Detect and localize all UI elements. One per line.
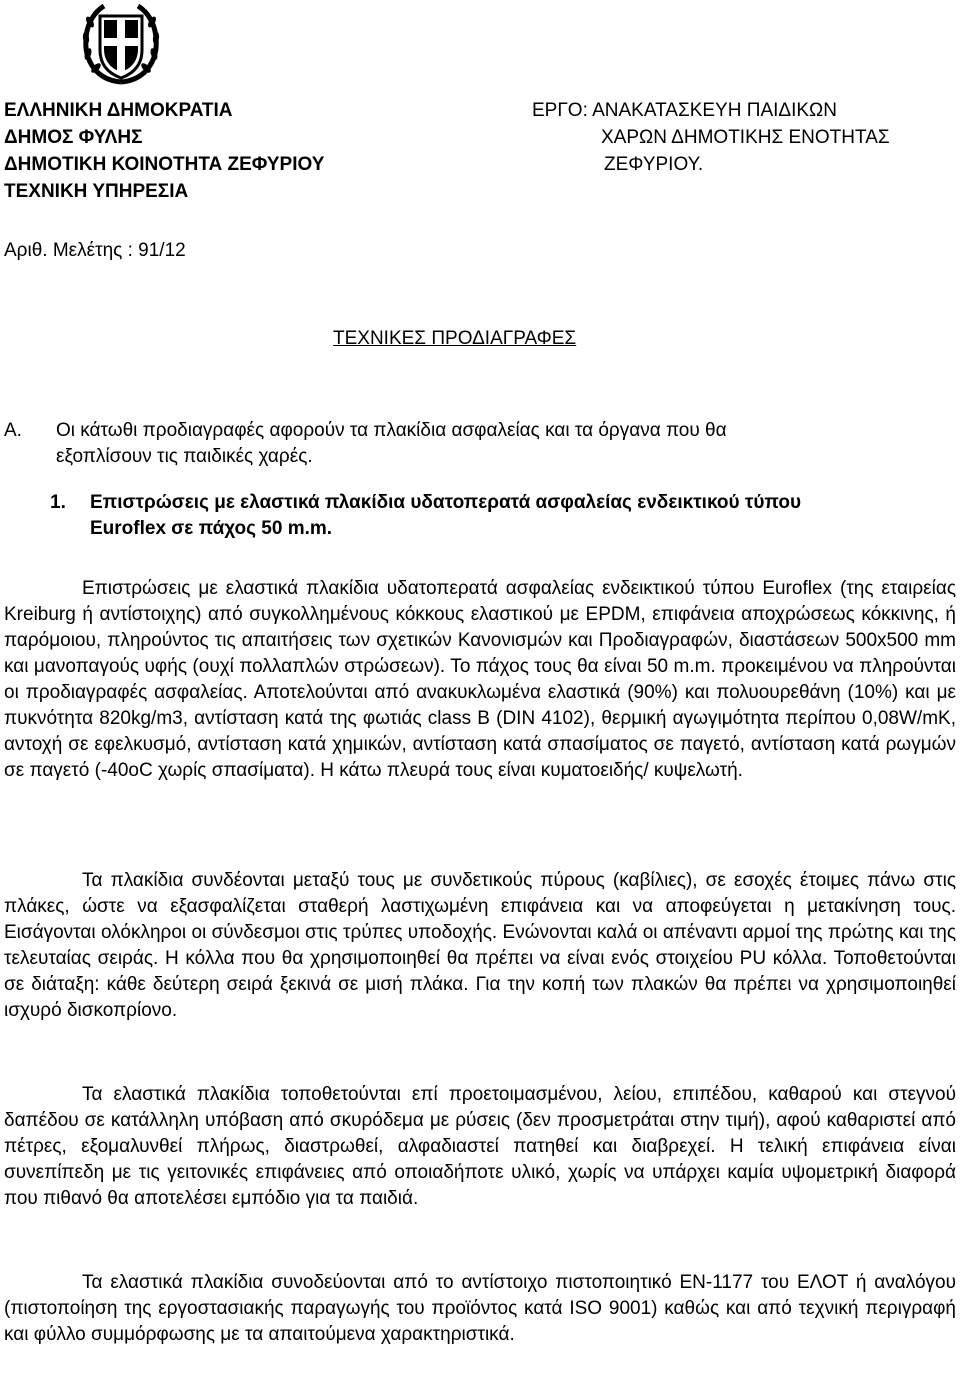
paragraph-text: Επιστρώσεις με ελαστικά πλακίδια υδατοπερατά ασφαλείας ενδεικτικού τύπου Euroflex (της εταιρείας Kreiburg ή αντίστοιχης) από συγκολλημένους κόκκους ελαστικού με EPDM, επιφάνεια αποχρώσεως κόκκινης, ή παρόμοιου, πληρούντος τις απαιτήσεις των σχετικών Κανονισμών και Προδιαγραφών, διαστάσεων 500x500 mm και μανοπαγούς υφής (ουχί πολλαπλών στρώσεων). Το πάχος τους θα είναι 50 m.m. προκειμένου να πληρούνται οι προδιαγραφές ασφαλείας. Αποτελούνται από ανακυκλωμένα ελαστικά (90%) και πολυουρεθάνη (10%) και με πυκνότητα 820kg/m3, αντίσταση κατά της φωτιάς class B (DIN 4102), θερμική αγωγιμότητα περίπου 0,08W/mK, αντοχή σε εφελκυσμό, αντίσταση κατά χημικών, αντίσταση κατά σπασίματος σε παγετό, αντίσταση κατά ρωγμών σε παγετό (-40oC χωρίς σπασίματα). Η κάτω πλευρά τους είναι κυματοειδής/ κυψελωτή. — [4, 578, 956, 781]
project-line: ΖΕΦΥΡΙΟΥ. — [604, 154, 704, 175]
project-header — [532, 97, 890, 178]
coat-of-arms-emblem — [80, 2, 162, 86]
paragraph — [4, 1082, 956, 1212]
authority-line: ΔΗΜΟΣ ΦΥΛΗΣ — [4, 127, 143, 148]
authority-line: ΤΕΧΝΙΚΗ ΥΠΗΡΕΣΙΑ — [4, 181, 189, 202]
project-line: ΕΡΓΟ: ΑΝΑΚΑΤΑΣΚΕΥΗ ΠΑΙΔΙΚΩΝ — [532, 100, 837, 121]
paragraph — [4, 576, 956, 784]
project-line: ΧΑΡΩΝ ΔΗΜΟΤΙΚΗΣ ΕΝΟΤΗΤΑΣ — [601, 127, 890, 148]
item-heading — [50, 490, 801, 542]
section-a — [4, 418, 944, 470]
paragraph — [4, 1270, 956, 1348]
paragraph-text: Τα ελαστικά πλακίδια συνοδεύονται από το αντίστοιχο πιστοποιητικό EN-1177 του ΕΛΟΤ ή αναλόγου (πιστοποίηση της εργοστασιακής παραγωγής του προϊόντος κατά ISO 9001) καθώς και από τεχνική περιγραφή και φύλλο συμμόρφωσης με τα απαιτούμενα χαρακτηριστικά. — [4, 1272, 956, 1345]
item-heading-text: Euroflex σε πάχος 50 m.m. — [90, 518, 333, 539]
item-number: 1. — [50, 492, 66, 513]
section-text: εξοπλίσουν τις παιδικές χαρές. — [56, 446, 313, 467]
study-number: Αριθ. Μελέτης : 91/12 — [4, 240, 186, 261]
paragraph-text: Τα πλακίδια συνδέονται μεταξύ τους με συνδετικούς πύρους (καβίλιες), σε εσοχές έτοιμες πάνω στις πλάκες, ώστε να εξασφαλίζεται σταθερή λαστιχωμένη επιφάνεια και να αποφεύγεται η μετακίνηση τους. Εισάγονται ολόκληροι οι σύνδεσμοι στις τρύπες υποδοχής. Ενώνονται καλά οι απέναντι αρμοί της πρώτης και της τελευταίας σειράς. Η κόλλα που θα χρησιμοποιηθεί θα πρέπει να είναι ενός στοιχείου PU κόλλα. Τοποθετούνται σε διάταξη: κάθε δεύτερη σειρά ξεκινά σε μισή πλάκα. Για την κοπή των πλακών θα πρέπει να χρησιμοποιηθεί ισχυρό δισκοπρίονο. — [4, 870, 956, 1021]
paragraph — [4, 868, 956, 1024]
authority-line: ΕΛΛΗΝΙΚΗ ΔΗΜΟΚΡΑΤΙΑ — [4, 100, 233, 121]
section-letter: Α. — [4, 420, 22, 441]
paragraph-text: Τα ελαστικά πλακίδια τοποθετούνται επί προετοιμασμένου, λείου, επιπέδου, καθαρού και στεγνού δαπέδου σε κατάλληλη υπόβαση από σκυρόδεμα με ρύσεις (δεν προσμετράται στην τιμή), αφού καθαριστεί από πέτρες, εξομαλυνθεί πλήρως, διαστρωθεί, αλφαδιαστεί πατηθεί και διαβρεχεί. Η τελική επιφάνεια είναι συνεπίπεδη με τις γειτονικές επιφάνειες από οποιαδήποτε υλικό, χωρίς να υπάρχει καμία υψομετρική διαφορά που πιθανό θα αποτελέσει εμπόδιο για τα παιδιά. — [4, 1084, 956, 1209]
document-title: ΤΕΧΝΙΚΕΣ ΠΡΟΔΙΑΓΡΑΦΕΣ — [333, 328, 577, 349]
section-text: Οι κάτωθι προδιαγραφές αφορούν τα πλακίδια ασφαλείας και τα όργανα που θα — [56, 420, 727, 441]
item-heading-text: Επιστρώσεις με ελαστικά πλακίδια υδατοπερατά ασφαλείας ενδεικτικού τύπου — [90, 492, 802, 513]
authority-header — [4, 97, 324, 205]
authority-line: ΔΗΜΟΤΙΚΗ ΚΟΙΝΟΤΗΤΑ ΖΕΦΥΡΙΟΥ — [4, 154, 325, 175]
